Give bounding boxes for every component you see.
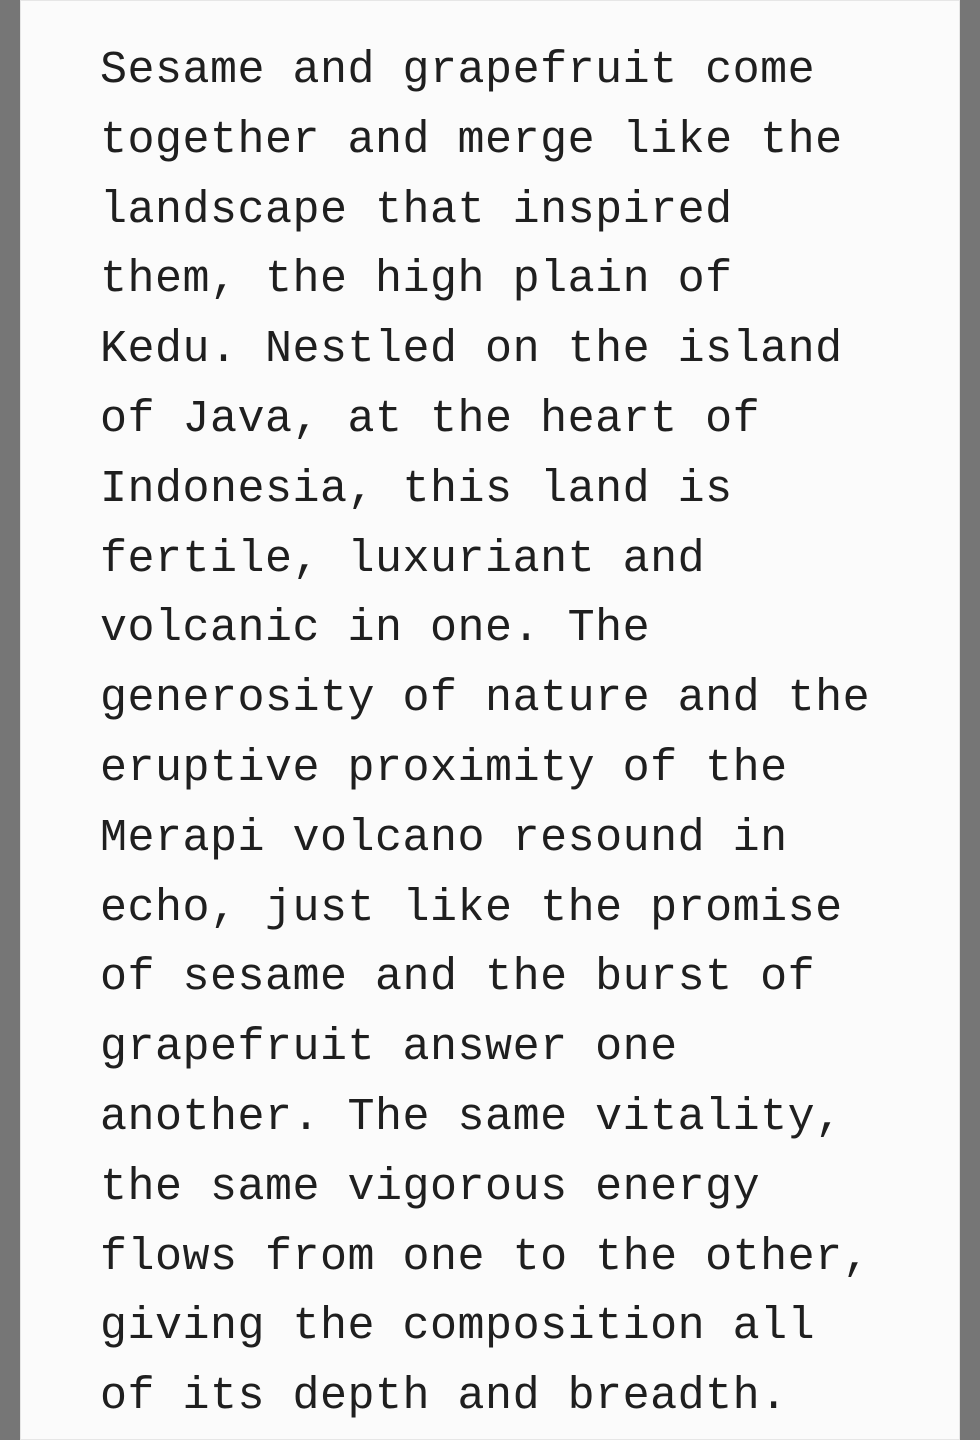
text-page — [20, 0, 960, 1440]
paragraph — [100, 36, 920, 1432]
text-line: volcanic in one. The — [100, 603, 651, 655]
text-line: Merapi volcano resound in — [100, 812, 788, 864]
text-line: another. The same vitality, — [100, 1091, 843, 1143]
text-line: of its depth and breadth. — [100, 1371, 788, 1423]
text-line: eruptive proximity of the — [100, 742, 788, 794]
text-line: fertile, luxuriant and — [100, 533, 706, 585]
text-line: generosity of nature and the — [100, 673, 871, 725]
text-line: them, the high plain of — [100, 254, 733, 306]
text-line: the same vigorous energy — [100, 1161, 761, 1213]
text-line: Indonesia, this land is — [100, 463, 733, 515]
text-line: of sesame and the burst of — [100, 952, 816, 1004]
text-line: grapefruit answer one — [100, 1022, 678, 1074]
text-line: Sesame and grapefruit come — [100, 45, 816, 96]
text-line: flows from one to the other, — [100, 1231, 871, 1283]
text-line: echo, just like the promise — [100, 882, 843, 934]
text-line: Kedu. Nestled on the island — [100, 324, 843, 376]
text-line: together and merge like the — [100, 114, 843, 166]
text-line: landscape that inspired — [100, 184, 733, 236]
text-line: giving the composition all — [100, 1301, 816, 1353]
text-line: of Java, at the heart of — [100, 393, 761, 445]
